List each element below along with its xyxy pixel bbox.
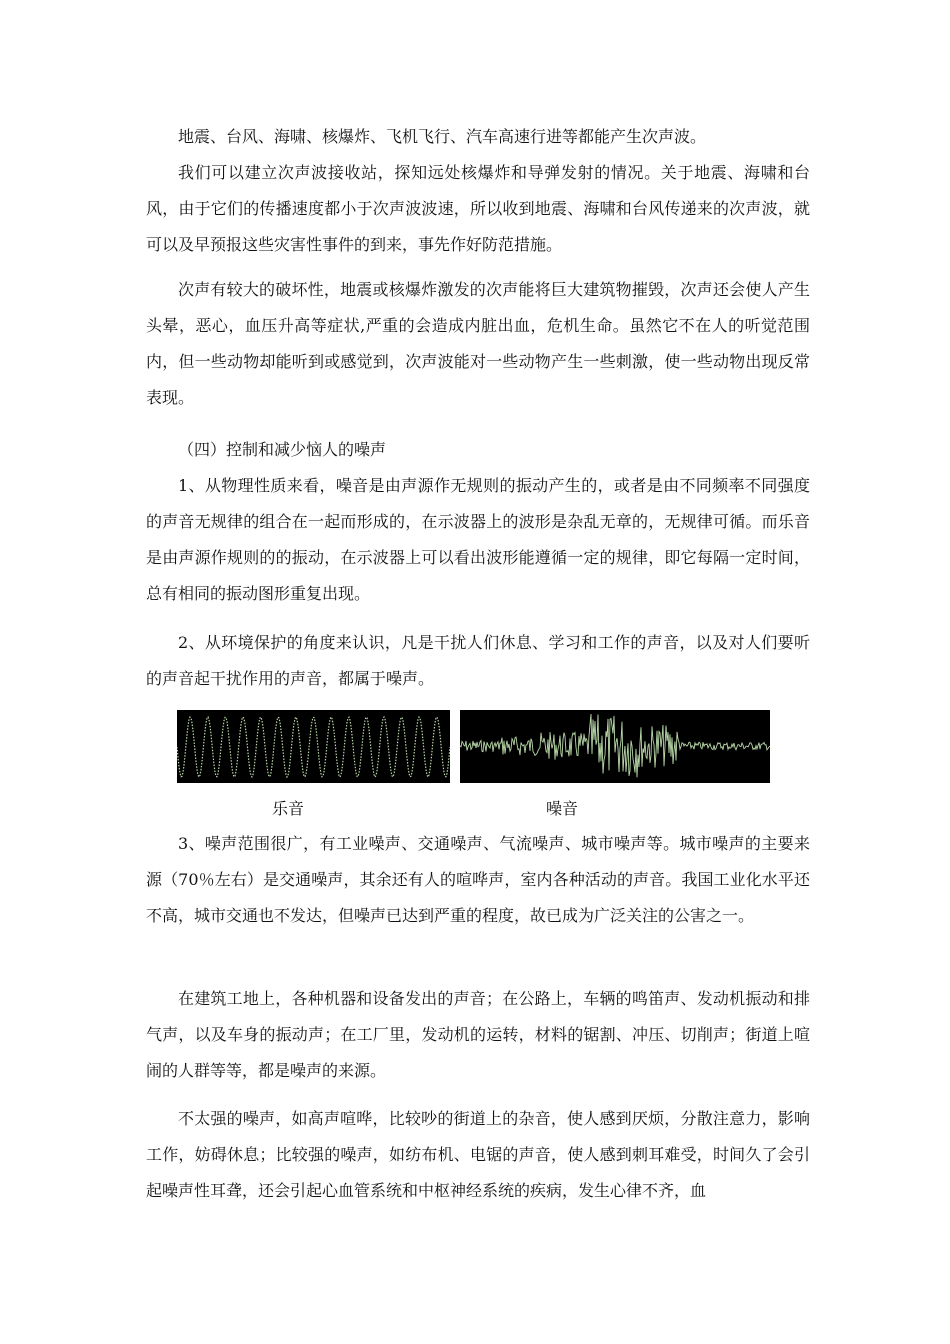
noise-caption: 噪音 [546, 799, 579, 818]
music-wave-line [177, 717, 450, 777]
noise-waveform-image [460, 710, 770, 783]
music-waveform-image [177, 710, 450, 783]
paragraph-physical-nature: 1、从物理性质来看，噪音是由声源作无规则的振动产生的，或者是由不同频率不同强度的声音无规律的组合在一起而形成的，在示波器上的波形是杂乱无章的，无规律可循。而乐音是由声源作规则的的振动，在示波器上可以看出波形能遵循一定的规律，即它每隔一定时间，总有相同的振动图形重复出现。 [146, 476, 810, 603]
noise-waveform-plot [460, 710, 770, 783]
paragraph-noise-sources: 在建筑工地上，各种机器和设备发出的声音；在公路上，车辆的鸣笛声、发动机振动和排气声，以及车身的振动声；在工厂里，发动机的运转，材料的锯割、冲压、切削声；街道上喧闹的人群等等，都是噪声的来源。 [146, 989, 810, 1080]
paragraph-environmental-view: 2、从环境保护的角度来认识，凡是干扰人们休息、学习和工作的声音，以及对人们要听的声音起干扰作用的声音，都属于噪声。 [146, 633, 810, 688]
paragraph-receiving-station: 我们可以建立次声波接收站，探知远处核爆炸和导弹发射的情况。关于地震、海啸和台风，由于它们的传播速度都小于次声波波速，所以收到地震、海啸和台风传递来的次声波，就可以及早预报这些灾害性事件的到来，事先作好防范措施。 [146, 163, 810, 254]
paragraph-infrasound-damage: 次声有较大的破坏性，地震或核爆炸激发的次声能将巨大建筑物摧毁，次声还会使人产生头晕，恶心，血压升高等症状,严重的会造成内脏出血，危机生命。虽然它不在人的听觉范围内，但一些动物却能听到或感觉到，次声波能对一些动物产生一些刺激，使一些动物出现反常表现。 [146, 280, 810, 407]
paragraph-infrasound-sources: 地震、台风、海啸、核爆炸、飞机飞行、汽车高速行进等都能产生次声波。 [178, 127, 707, 146]
paragraph-noise-types: 3、噪声范围很广，有工业噪声、交通噪声、气流噪声、城市噪声等。城市噪声的主要来源（70％左右）是交通噪声，其余还有人的喧哗声，室内各种活动的声音。我国工业化水平还不高，城市交通也不发达，但噪声已达到严重的程度，故已成为广泛关注的公害之一。 [146, 834, 810, 925]
music-caption: 乐音 [272, 799, 305, 818]
noise-wave-line [460, 714, 770, 777]
music-waveform-plot [177, 710, 450, 783]
section-heading-noise-control: （四）控制和减少恼人的噪声 [178, 440, 387, 459]
paragraph-noise-effects: 不太强的噪声，如高声喧哗，比较吵的街道上的杂音，使人感到厌烦，分散注意力，影响工作，妨碍休息；比较强的噪声，如纺布机、电锯的声音，使人感到刺耳难受，时间久了会引起噪声性耳聋，还会引起心血管系统和中枢神经系统的疾病，发生心律不齐，血 [146, 1109, 810, 1200]
